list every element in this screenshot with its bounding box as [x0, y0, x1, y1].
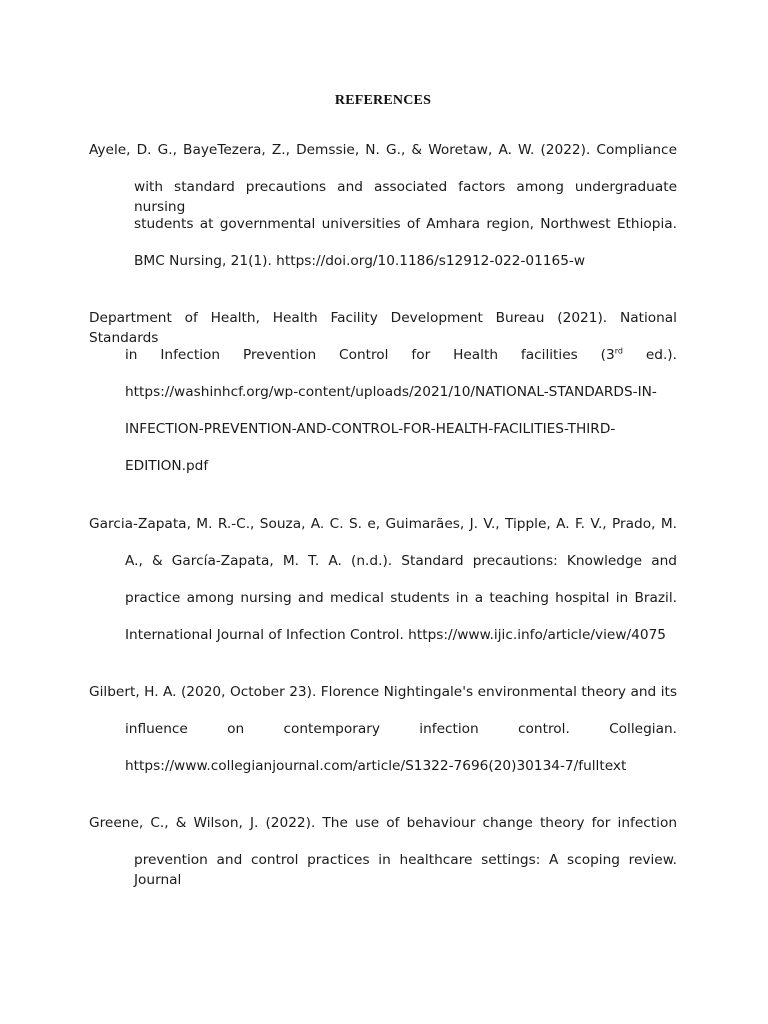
reference-line: influence on contemporary infection control. Collegian. — [125, 721, 677, 737]
reference-line: Department of Health, Health Facility Development Bureau (2021). National Standards — [89, 310, 677, 345]
reference-line: https://www.collegianjournal.com/article/S1322-7696(20)30134-7/fulltext — [125, 758, 627, 774]
reference-line: Ayele, D. G., BayeTezera, Z., Demssie, N. G., & Woretaw, A. W. (2022). Compliance — [89, 142, 677, 158]
reference-line: Garcia-Zapata, M. R.-C., Souza, A. C. S. e, Guimarães, J. V., Tipple, A. F. V., Prado, M. — [89, 516, 677, 532]
reference-line — [89, 345, 677, 382]
reference-line: Gilbert, H. A. (2020, October 23). Florence Nightingale's environmental theory and its — [89, 684, 677, 700]
reference-line: BMC Nursing, 21(1). https://doi.org/10.1186/s12912-022-01165-w — [134, 253, 586, 269]
ordinal-superscript: rd — [614, 346, 623, 356]
references-heading: REFERENCES — [334, 93, 432, 108]
reference-line: International Journal of Infection Control. https://www.ijic.info/article/view/4075 — [125, 627, 666, 643]
reference-entry-garcia-zapata — [89, 514, 677, 662]
reference-line: students at governmental universities of Amhara region, Northwest Ethiopia. — [134, 216, 677, 232]
reference-line: https://washinhcf.org/wp-content/uploads/2021/10/NATIONAL-STANDARDS-IN- — [125, 384, 657, 400]
reference-line: INFECTION-PREVENTION-AND-CONTROL-FOR-HEALTH-FACILITIES-THIRD- — [125, 421, 616, 437]
reference-line-text: ed.). — [622, 347, 677, 363]
reference-line: EDITION.pdf — [125, 458, 209, 474]
reference-line: prevention and control practices in healthcare settings: A scoping review. Journal — [134, 852, 677, 887]
reference-line: Greene, C., & Wilson, J. (2022). The use of behaviour change theory for infection — [89, 815, 677, 831]
reference-entry-gilbert — [89, 682, 677, 793]
reference-line: practice among nursing and medical students in a teaching hospital in Brazil. — [125, 590, 677, 606]
reference-entry-greene — [89, 813, 677, 887]
reference-entry-ayele — [89, 140, 677, 288]
reference-line: A., & García-Zapata, M. T. A. (n.d.). Standard precautions: Knowledge and — [125, 553, 677, 569]
reference-line-text: in Infection Prevention Control for Health facilities (3 — [125, 347, 615, 363]
reference-line: with standard precautions and associated factors among undergraduate nursing — [134, 179, 677, 214]
reference-entry-department-of-health — [89, 308, 677, 493]
